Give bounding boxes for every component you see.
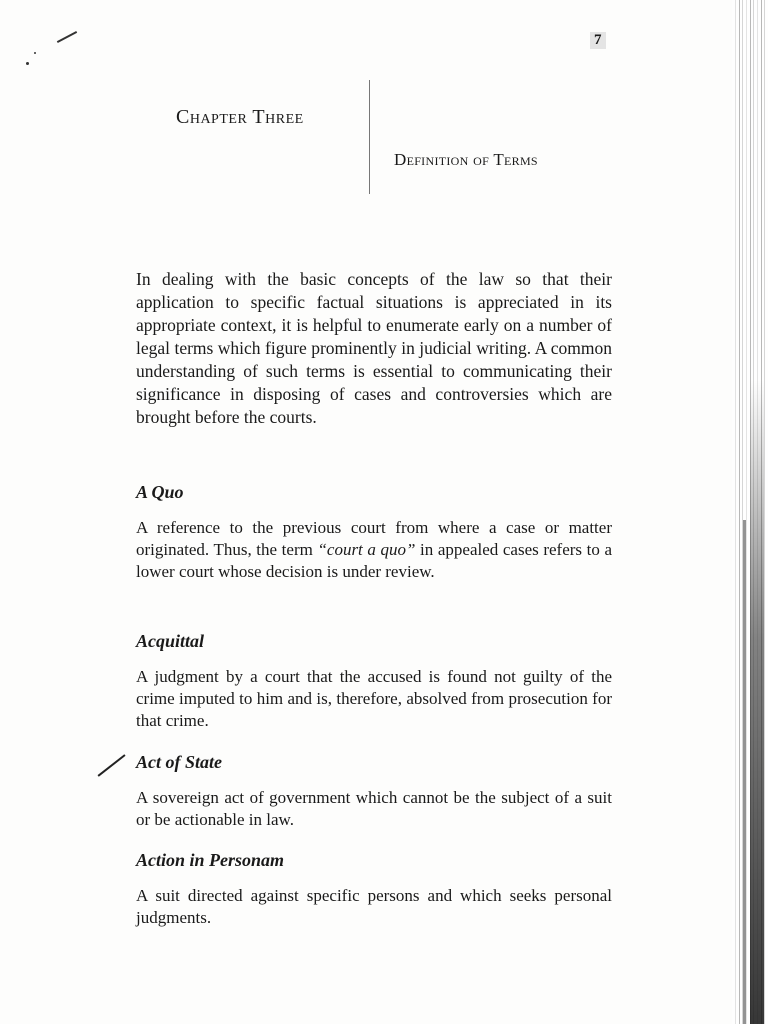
- definition-italic-term: “court a quo”: [317, 540, 416, 559]
- term-entry-acquittal: [136, 631, 612, 732]
- margin-check-mark: [98, 754, 126, 776]
- definition-text: in appealed cases refers to a lower court whose decision is under review.: [136, 540, 612, 581]
- term-heading: A Quo: [136, 482, 184, 502]
- term-heading: Act of State: [136, 752, 222, 772]
- chapter-label: Chapter Three: [176, 106, 304, 128]
- binding-edge-dark-shadow: [750, 380, 764, 1024]
- term-definition: A sovereign act of government which cannot be the subject of a suit or be actionable in law.: [136, 788, 612, 829]
- page-number: 7: [590, 32, 606, 49]
- term-definition: A suit directed against specific persons and which seeks personal judgments.: [136, 886, 612, 927]
- term-heading: Acquittal: [136, 631, 205, 651]
- term-definition: A judgment by a court that the accused is found not guilty of the crime imputed to him and is, therefore, absolved from prosecution for that crime.: [136, 667, 612, 730]
- pen-mark: [57, 31, 77, 43]
- term-entry-a-quo: [136, 482, 612, 583]
- term-entry-action-in-personam: [136, 850, 612, 929]
- pen-dot: [26, 62, 29, 65]
- term-entry-act-of-state: [136, 752, 612, 831]
- pen-dot: [34, 52, 36, 54]
- term-heading: Action in Personam: [136, 850, 285, 870]
- intro-paragraph: In dealing with the basic concepts of the law so that their application to specific factual situations is appreciated in its appropriate context, it is helpful to enumerate early on a number of legal terms which figure prominently in judicial writing. A common understanding of such terms is essential to communicating their significance in disposing of cases and controversies which are brought before the courts.: [136, 269, 612, 427]
- term-definition: [136, 517, 612, 583]
- chapter-body: [136, 268, 612, 927]
- chapter-title: Definition of Terms: [394, 150, 538, 169]
- definition-text: A reference to the previous court from where a case or matter originated. Thus, the term: [136, 518, 612, 559]
- chapter-divider: [369, 80, 370, 194]
- binding-edge-line: [743, 520, 746, 1024]
